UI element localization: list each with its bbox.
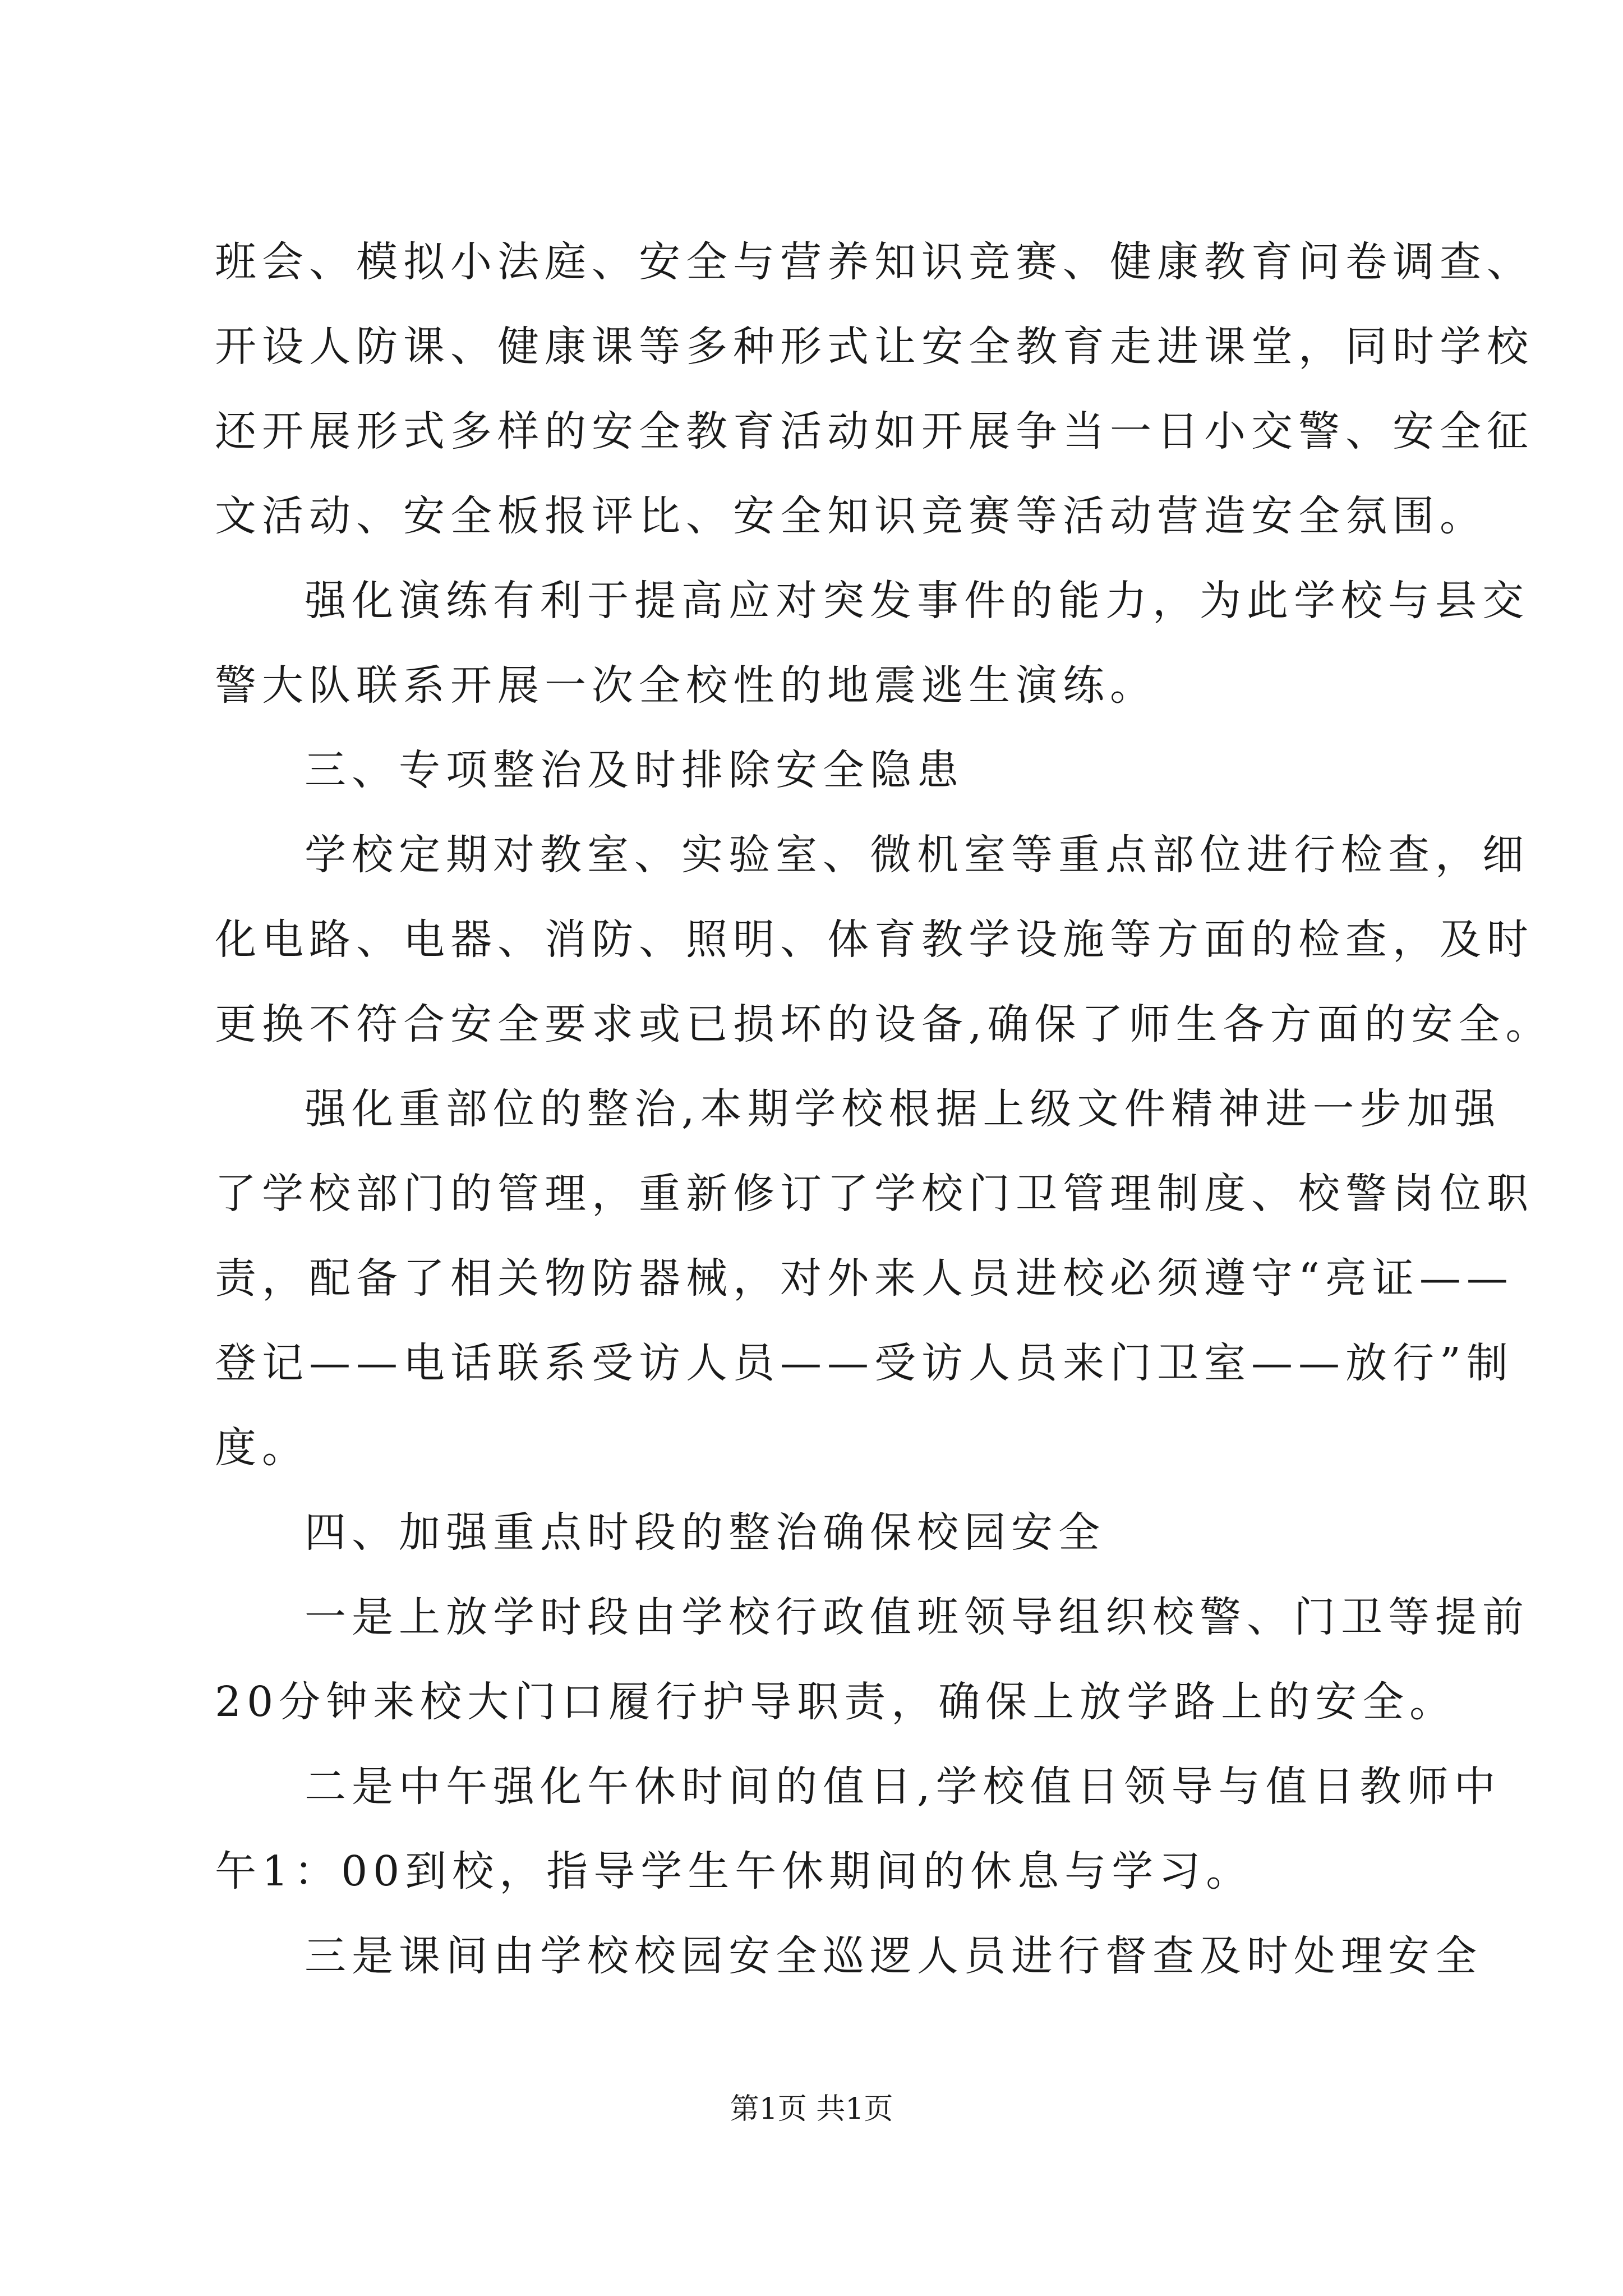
text-line: 三是课间由学校校园安全巡逻人员进行督查及时处理安全 xyxy=(305,1932,1482,1980)
text-line: 化电路、电器、消防、照明、体育教学设施等方面的检查，及时 xyxy=(215,915,1534,964)
text-line: 学校定期对教室、实验室、微机室等重点部位进行检查，细 xyxy=(305,831,1529,879)
text-line: 责，配备了相关物防器械，对外来人员进校必须遵守“亮证—— xyxy=(215,1254,1514,1303)
section-heading: 四、加强重点时段的整治确保校园安全 xyxy=(305,1508,1105,1557)
text-line: 强化演练有利于提高应对突发事件的能力，为此学校与县交 xyxy=(305,577,1529,625)
document-body xyxy=(215,220,1553,1999)
text-line: 一是上放学时段由学校行政值班领导组织校警、门卫等提前 xyxy=(305,1593,1529,1641)
text-line: 班会、模拟小法庭、安全与营养知识竞赛、健康教育问卷调查、 xyxy=(215,238,1534,286)
text-line: 更换不符合安全要求或已损坏的设备,确保了师生各方面的安全。 xyxy=(215,1000,1553,1048)
page-number-footer: 第1页 共1页 xyxy=(730,2092,893,2126)
text-line: 开设人防课、健康课等多种形式让安全教育走进课堂，同时学校 xyxy=(215,323,1534,371)
text-line: 强化重部位的整治,本期学校根据上级文件精神进一步加强 xyxy=(305,1085,1501,1133)
text-line: 午1：00到校，指导学生午休期间的休息与学习。 xyxy=(215,1847,1253,1895)
text-line: 还开展形式多样的安全教育活动如开展争当一日小交警、安全征 xyxy=(215,407,1534,455)
text-line: 登记——电话联系受访人员——受访人员来门卫室——放行”制 xyxy=(215,1339,1514,1387)
text-line: 20分钟来校大门口履行护导职责，确保上放学路上的安全。 xyxy=(215,1678,1457,1726)
text-line: 文活动、安全板报评比、安全知识竞赛等活动营造安全氛围。 xyxy=(215,492,1487,540)
section-heading: 三、专项整治及时排除安全隐患 xyxy=(305,746,964,794)
text-line: 度。 xyxy=(215,1424,309,1472)
text-line: 警大队联系开展一次全校性的地震逃生演练。 xyxy=(215,661,1157,710)
text-line: 二是中午强化午休时间的值日,学校值日领导与值日教师中 xyxy=(305,1763,1501,1811)
text-line: 了学校部门的管理，重新修订了学校门卫管理制度、校警岗位职 xyxy=(215,1170,1534,1218)
